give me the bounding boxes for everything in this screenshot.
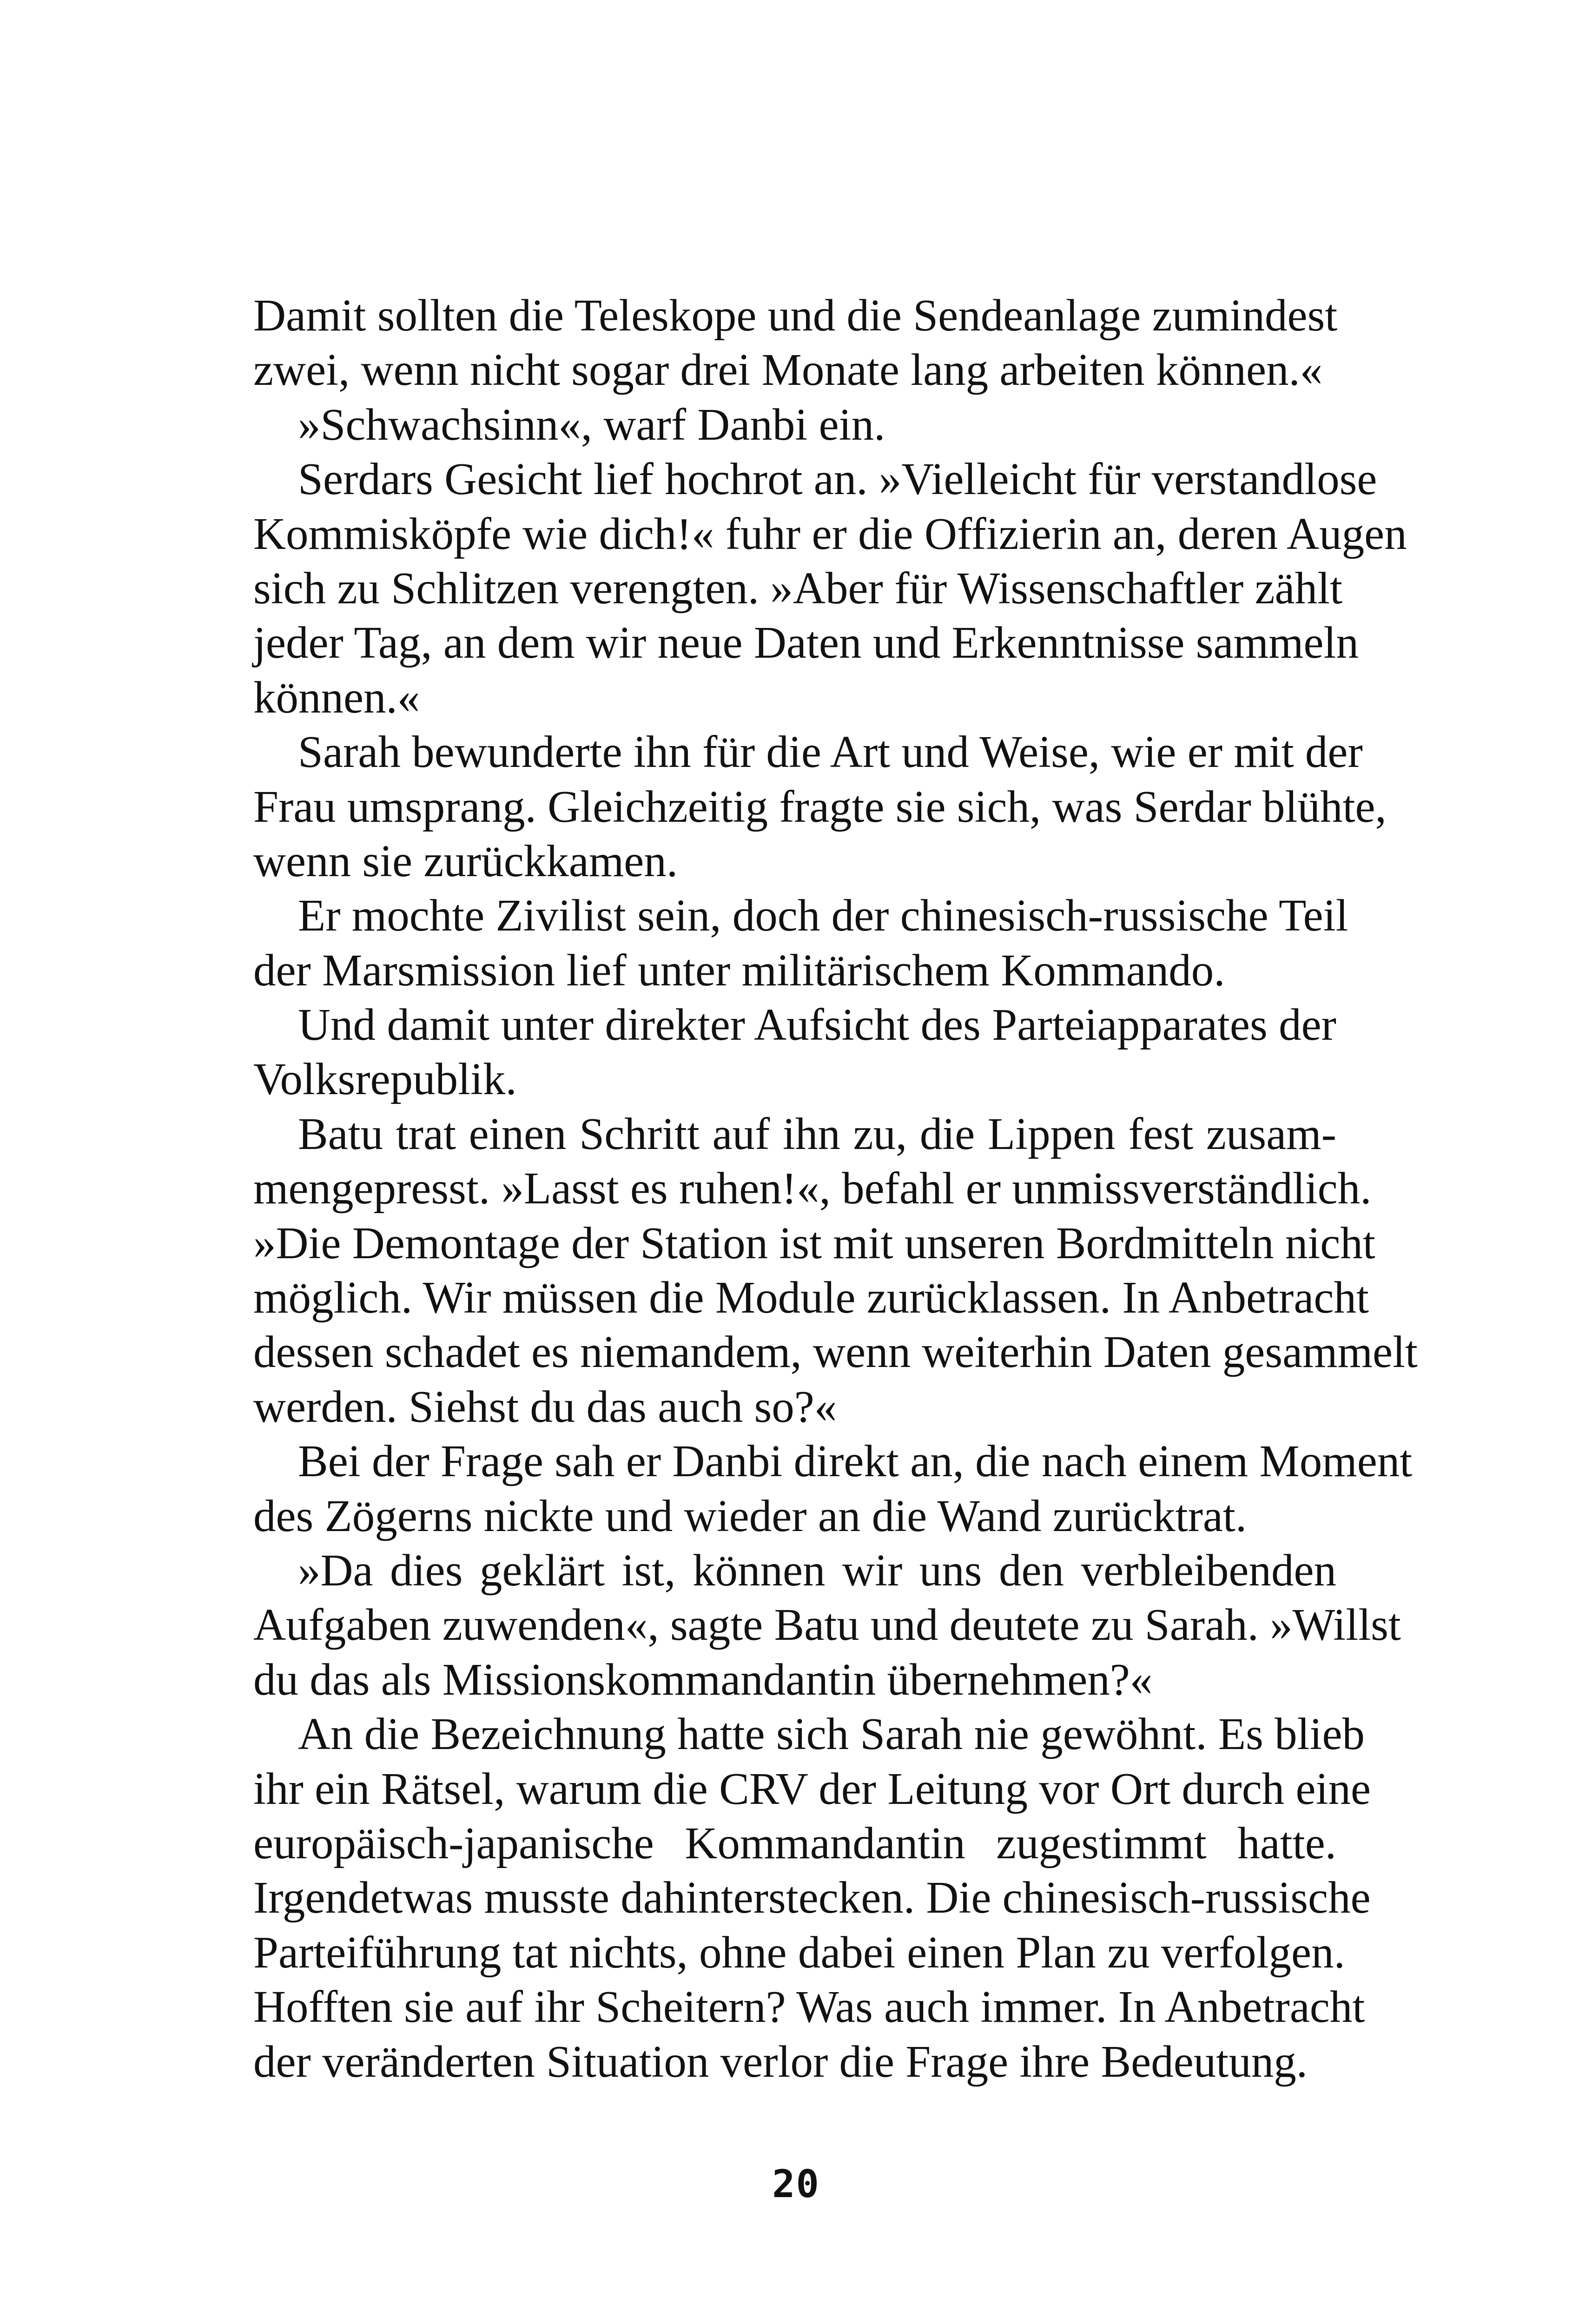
text-line: dessen schadet es niemandem, wenn weiterhin Daten gesammelt [253,1327,1418,1377]
text-line: Und damit unter direkter Aufsicht des Parteiapparates der [298,1000,1336,1050]
text-line: ihr ein Rätsel, warum die CRV der Leitung vor Ort durch eine [253,1763,1371,1814]
text-line: möglich. Wir müssen die Module zurücklassen. In Anbetracht [253,1273,1369,1323]
text-line: »Da dies geklärt ist, können wir uns den verbleibenden [298,1545,1336,1595]
text-line: Aufgaben zuwenden«, sagte Batu und deutete zu Sarah. »Willst [253,1600,1401,1650]
text-line: An die Bezeichnung hatte sich Sarah nie gewöhnt. Es blieb [298,1709,1365,1759]
text-line: Bei der Frage sah er Danbi direkt an, die nach einem Moment [298,1436,1413,1486]
text-line: sich zu Schlitzen verengten. »Aber für Wissenschaftler zählt [253,563,1343,613]
text-line: Hofften sie auf ihr Scheitern? Was auch immer. In Anbetracht [253,1982,1365,2032]
text-line: Frau umsprang. Gleichzeitig fragte sie sich, was Serdar blühte, [253,781,1387,832]
body-text [253,288,1418,2089]
text-line: »Die Demontage der Station ist mit unseren Bordmitteln nicht [253,1218,1375,1268]
text-line: der Marsmission lief unter militärischem Kommando. [253,945,1225,995]
text-line: Parteiführung tat nichts, ohne dabei einen Plan zu verfolgen. [253,1927,1345,1977]
text-line: des Zögerns nickte und wieder an die Wand zurücktrat. [253,1491,1247,1541]
text-line: Damit sollten die Teleskope und die Sendeanlage zumindest [253,290,1338,340]
text-line: europäisch-japanische Kommandantin zugestimmt hatte. [253,1818,1336,1868]
text-line: jeder Tag, an dem wir neue Daten und Erkenntnisse sammeln [253,618,1359,668]
text-line: können.« [253,672,420,722]
text-line: mengepresst. »Lasst es ruhen!«, befahl er unmissverständlich. [253,1163,1372,1214]
text-line: Batu trat einen Schritt auf ihn zu, die Lippen fest zusam- [298,1109,1336,1159]
text-line: wenn sie zurückkamen. [253,836,678,886]
text-line: Er mochte Zivilist sein, doch der chinesisch-russische Teil [298,891,1348,941]
text-line: Irgendetwas musste dahinterstecken. Die chinesisch-russische [253,1873,1371,1923]
text-line: »Schwachsinn«, warf Danbi ein. [298,399,885,449]
page-number: 20 [772,2162,820,2206]
text-line: Kommisköpfe wie dich!« fuhr er die Offizierin an, deren Augen [253,508,1407,559]
text-line: werden. Siehst du das auch so?« [253,1381,837,1432]
text-line: der veränderten Situation verlor die Frage ihre Bedeutung. [253,2036,1308,2086]
text-line: Sarah bewunderte ihn für die Art und Weise, wie er mit der [298,727,1363,777]
text-line: zwei, wenn nicht sogar drei Monate lang arbeiten können.« [253,345,1323,395]
text-line: Volksrepublik. [253,1054,517,1104]
text-line: du das als Missionskommandantin übernehmen?« [253,1654,1153,1704]
text-line: Serdars Gesicht lief hochrot an. »Vielleicht für verstandlose [298,454,1377,504]
